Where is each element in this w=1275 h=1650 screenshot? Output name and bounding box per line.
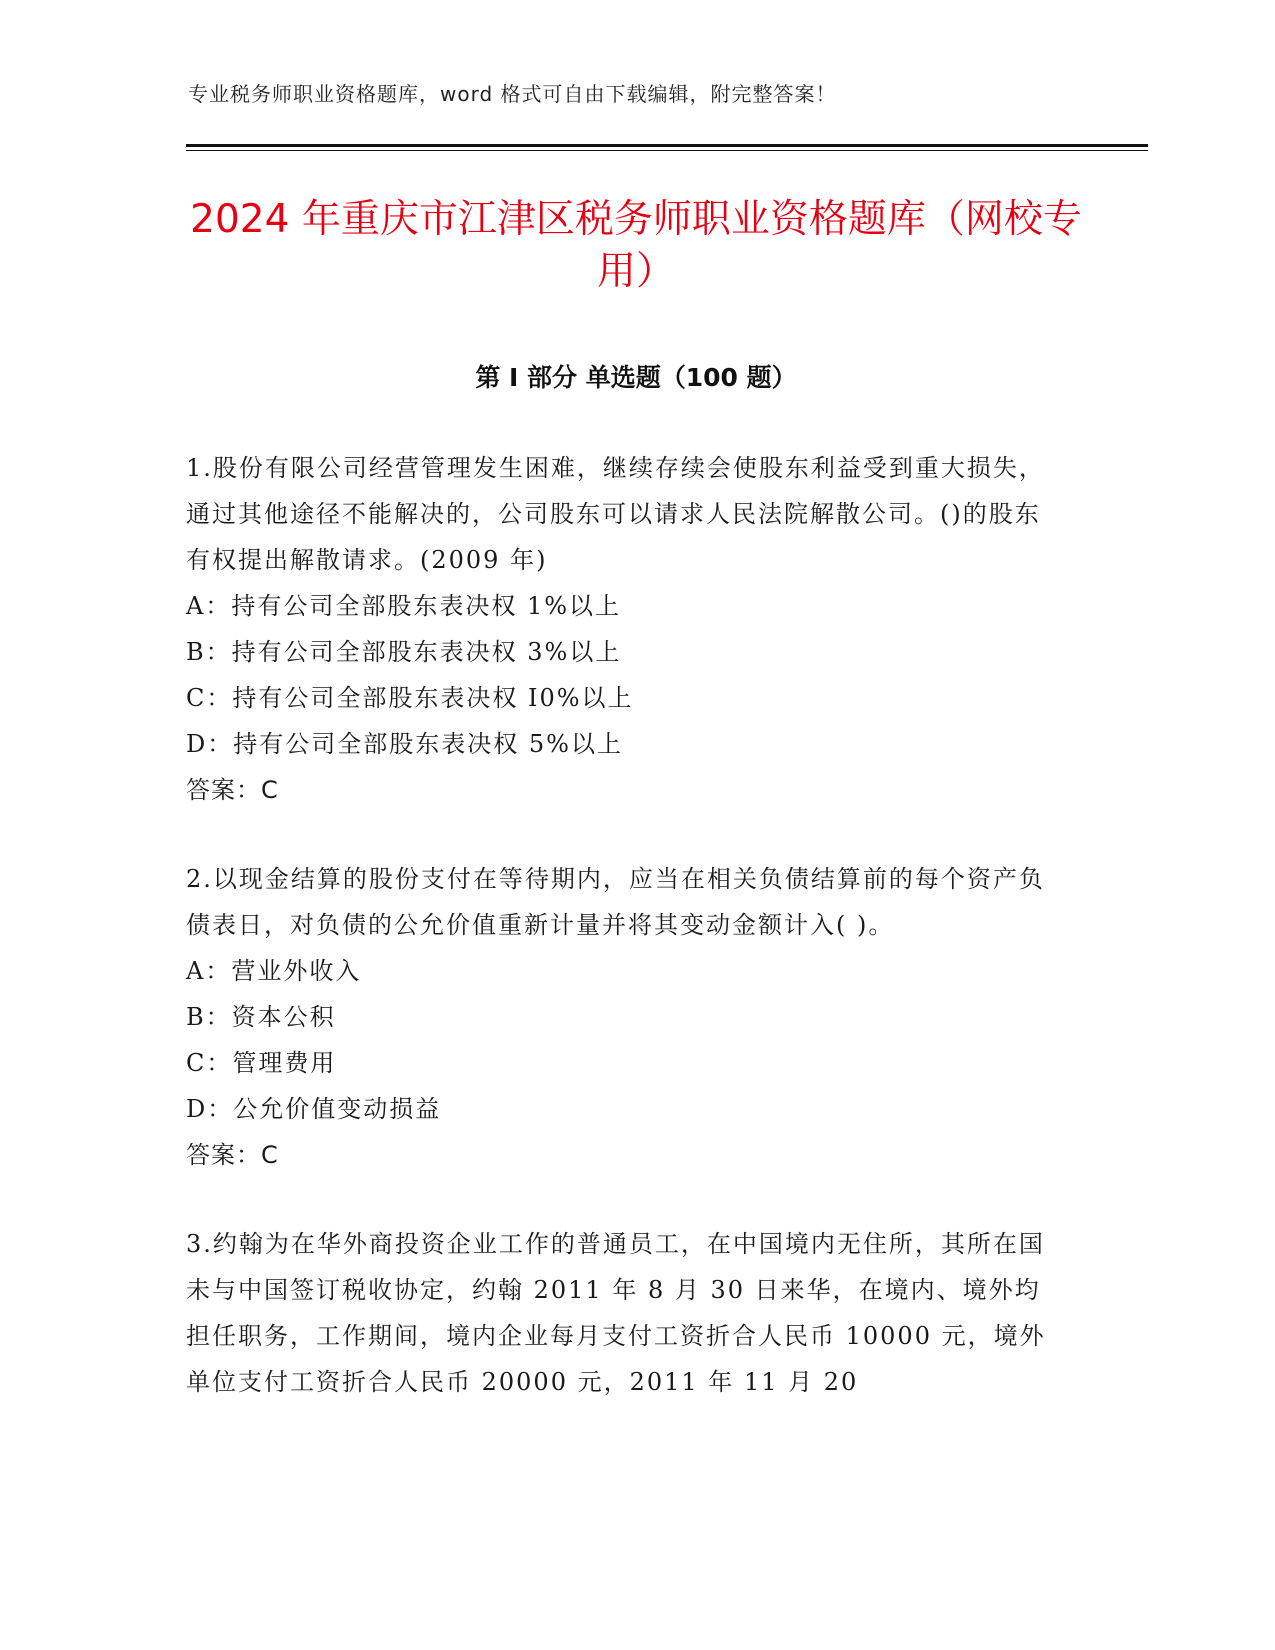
option-c: C：持有公司全部股东表决权 I0%以上 <box>186 684 634 712</box>
option-a: A：持有公司全部股东表决权 1%以上 <box>186 592 622 620</box>
document-title: 2024 年重庆市江津区税务师职业资格题库（网校专用） <box>190 197 1082 294</box>
question-list <box>186 445 1066 1448</box>
section-title: 第 I 部分 单选题（100 题） <box>475 363 797 392</box>
page-header-text: 专业税务师职业资格题库，word 格式可自由下载编辑，附完整答案！ <box>188 82 837 106</box>
answer: 答案：C <box>186 776 279 804</box>
question-stem: 3.约翰为在华外商投资企业工作的普通员工，在中国境内无住所，其所在国未与中国签订税收协定，约翰 2011 年 8 月 30 日来华，在境内、境外均担任职务，工作期间，境内企业每月支付工资折合人民币 10000 元，境外单位支付工资折合人民币 20000 元，2011 年 11 月 20 <box>186 1230 1046 1396</box>
question-1 <box>186 445 1066 813</box>
question-2 <box>186 856 1066 1178</box>
header-rule-thin <box>186 150 1148 151</box>
option-a: A：营业外收入 <box>186 957 362 985</box>
question-stem: 1.股份有限公司经营管理发生困难，继续存续会使股东利益受到重大损失，通过其他途径不能解决的，公司股东可以请求人民法院解散公司。()的股东有权提出解散请求。(2009 年) <box>186 454 1045 574</box>
answer: 答案：C <box>186 1141 279 1169</box>
option-d: D：持有公司全部股东表决权 5%以上 <box>186 730 623 758</box>
option-b: B：资本公积 <box>186 1003 336 1031</box>
option-d: D：公允价值变动损益 <box>186 1095 442 1123</box>
option-c: C：管理费用 <box>186 1049 337 1077</box>
question-stem: 2.以现金结算的股份支付在等待期内，应当在相关负债结算前的每个资产负债表日，对负债的公允价值重新计量并将其变动金额计入( )。 <box>186 865 1045 939</box>
question-3 <box>186 1221 1066 1405</box>
header-rule-thick <box>186 144 1148 147</box>
option-b: B：持有公司全部股东表决权 3%以上 <box>186 638 622 666</box>
